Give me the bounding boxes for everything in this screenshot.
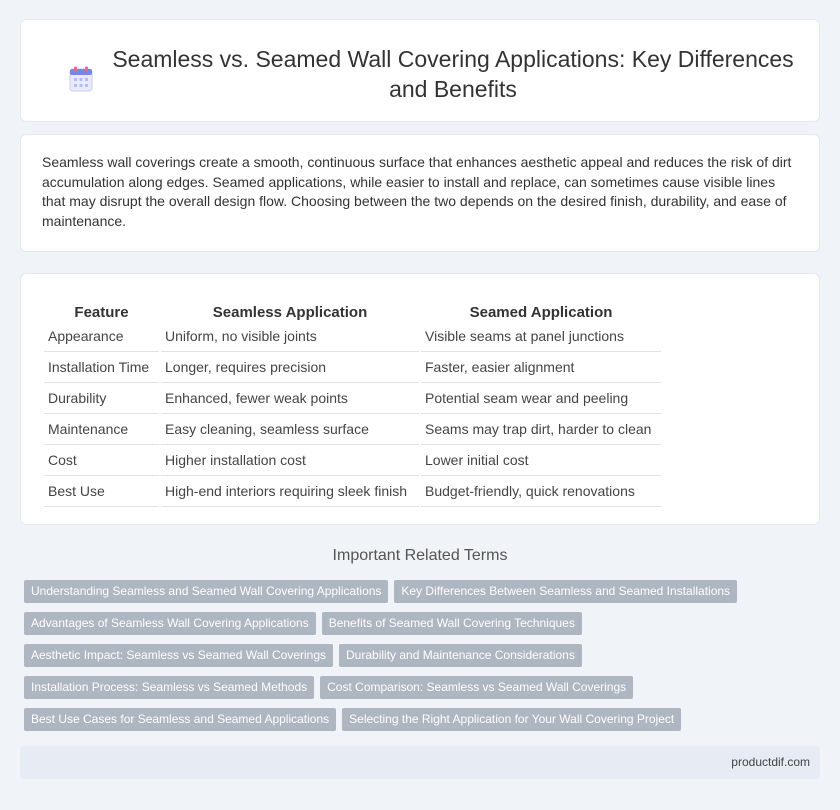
comparison-table: [42, 295, 663, 507]
footer-site-link[interactable]: productdif.com: [731, 755, 810, 769]
table-cell-feature: Installation Time: [44, 352, 159, 383]
calendar-icon: [69, 66, 93, 92]
table-cell-seamless: Longer, requires precision: [161, 352, 419, 383]
related-term-tag[interactable]: Selecting the Right Application for Your Wall Covering Project: [342, 708, 681, 731]
table-cell-seamed: Visible seams at panel junctions: [421, 321, 661, 352]
related-term-tag[interactable]: Key Differences Between Seamless and Seamed Installations: [394, 580, 737, 603]
intro-card: [20, 134, 820, 252]
table-cell-seamed: Lower initial cost: [421, 445, 661, 476]
tag-row: [24, 612, 814, 644]
table-cell-feature: Durability: [44, 383, 159, 414]
table-cell-seamed: Budget-friendly, quick renovations: [421, 476, 661, 507]
footer: [20, 746, 820, 779]
page-title: Seamless vs. Seamed Wall Covering Applications: Key Differences and Benefits: [112, 46, 794, 102]
table-row: [44, 383, 661, 414]
table-cell-seamless: Easy cleaning, seamless surface: [161, 414, 419, 445]
table-cell-seamless: High-end interiors requiring sleek finish: [161, 476, 419, 507]
related-terms-heading: Important Related Terms: [332, 547, 508, 564]
header-seamed: Seamed Application: [469, 304, 613, 321]
title-card: [20, 19, 820, 122]
related-term-tag[interactable]: Understanding Seamless and Seamed Wall Covering Applications: [24, 580, 388, 603]
tag-row: [24, 676, 814, 708]
table-row: [44, 321, 661, 352]
intro-paragraph: Seamless wall coverings create a smooth, continuous surface that enhances aesthetic appeal and reduces the risk of dirt accumulation along edges. Seamed applications, while easier to install and replace, can sometimes cause visible lines that may disrupt the overall design flow. Choosing between the two depends on the desired finish, durability, and ease of maintenance.: [42, 154, 792, 229]
tag-row: [24, 644, 814, 676]
tag-row: [24, 580, 814, 612]
header-seamless: Seamless Application: [212, 304, 368, 321]
table-cell-feature: Cost: [44, 445, 159, 476]
table-row: [44, 445, 661, 476]
related-term-tag[interactable]: Best Use Cases for Seamless and Seamed Applications: [24, 708, 336, 731]
related-term-tag[interactable]: Cost Comparison: Seamless vs Seamed Wall Coverings: [320, 676, 633, 699]
table-header-row: [44, 295, 661, 321]
related-term-tag[interactable]: Benefits of Seamed Wall Covering Techniques: [322, 612, 582, 635]
tag-row: [24, 708, 814, 740]
table-cell-seamed: Faster, easier alignment: [421, 352, 661, 383]
related-term-tag[interactable]: Aesthetic Impact: Seamless vs Seamed Wall Coverings: [24, 644, 333, 667]
table-cell-seamless: Enhanced, fewer weak points: [161, 383, 419, 414]
table-row: [44, 414, 661, 445]
table-row: [44, 476, 661, 507]
related-term-tag[interactable]: Durability and Maintenance Considerations: [339, 644, 582, 667]
comparison-card: [20, 273, 820, 525]
related-term-tag[interactable]: Advantages of Seamless Wall Covering Applications: [24, 612, 316, 635]
related-terms-list: [24, 580, 814, 740]
related-term-tag[interactable]: Installation Process: Seamless vs Seamed Methods: [24, 676, 314, 699]
table-cell-seamed: Seams may trap dirt, harder to clean: [421, 414, 661, 445]
header-feature: Feature: [74, 304, 129, 321]
table-row: [44, 352, 661, 383]
table-cell-feature: Maintenance: [44, 414, 159, 445]
table-cell-feature: Best Use: [44, 476, 159, 507]
table-cell-seamed: Potential seam wear and peeling: [421, 383, 661, 414]
table-cell-seamless: Higher installation cost: [161, 445, 419, 476]
table-cell-seamless: Uniform, no visible joints: [161, 321, 419, 352]
table-cell-feature: Appearance: [44, 321, 159, 352]
